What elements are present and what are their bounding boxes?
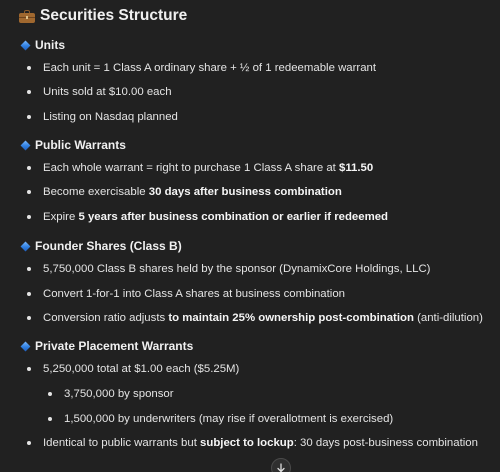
list-item-text: : 30 days post-business combination xyxy=(293,437,478,449)
list-item-bold-text: subject to lockup xyxy=(200,437,294,449)
bullet-icon xyxy=(27,441,31,445)
blue-diamond-icon xyxy=(21,341,31,351)
bullet-icon xyxy=(27,215,31,219)
list-item xyxy=(27,261,430,277)
bullet-icon xyxy=(27,66,31,70)
list-item xyxy=(27,160,373,176)
bullet-icon xyxy=(27,166,31,170)
list-item xyxy=(27,209,388,225)
list-item-text: Units sold at $10.00 each xyxy=(43,86,172,98)
list-item-bold-text: 30 days after business combination xyxy=(148,186,342,198)
section-heading-text: Units xyxy=(35,38,65,52)
section-heading-text: Founder Shares (Class B) xyxy=(35,239,182,253)
bullet-icon xyxy=(27,90,31,94)
scroll-to-bottom-button[interactable] xyxy=(271,458,291,472)
list-item-text: 5,250,000 total at $1.00 each ($5.25M) xyxy=(43,363,240,375)
bullet-icon xyxy=(48,417,52,421)
bullet-icon xyxy=(27,190,31,194)
section-heading-founder-shares xyxy=(21,238,182,254)
list-item-text: Each unit = 1 Class A ordinary share + ½ of 1 redeemable warrant xyxy=(43,62,377,74)
list-item-text: Expire xyxy=(43,211,79,223)
list-item-text: Identical to public warrants but xyxy=(43,437,201,449)
blue-diamond-icon xyxy=(21,241,31,251)
sub-list-item xyxy=(48,386,174,402)
bullet-icon xyxy=(27,115,31,119)
section-heading-text: Public Warrants xyxy=(35,138,126,152)
bullet-icon xyxy=(27,367,31,371)
list-item-bold-text: 5 years after business combination or earlier if redeemed xyxy=(78,211,389,223)
bullet-icon xyxy=(48,392,52,396)
bullet-icon xyxy=(27,292,31,296)
list-item-text: 3,750,000 by sponsor xyxy=(64,388,174,400)
bullet-icon xyxy=(27,267,31,271)
section-heading-text: Private Placement Warrants xyxy=(35,339,194,353)
list-item-bold-text: to maintain 25% ownership post-combination xyxy=(168,312,414,324)
blue-diamond-icon xyxy=(21,140,31,150)
list-item xyxy=(27,310,483,326)
list-item xyxy=(27,286,345,302)
page-title xyxy=(19,5,187,27)
list-item-text: Become exercisable xyxy=(43,186,149,198)
list-item-text: Conversion ratio adjusts xyxy=(43,312,169,324)
briefcase-icon xyxy=(19,10,35,23)
list-item-text: (anti-dilution) xyxy=(413,312,483,324)
list-item-text: 1,500,000 by underwriters (may rise if overallotment is exercised) xyxy=(64,413,394,425)
arrow-down-icon xyxy=(276,463,286,472)
bullet-icon xyxy=(27,316,31,320)
list-item xyxy=(27,361,239,377)
list-item xyxy=(27,60,376,76)
list-item-text: 5,750,000 Class B shares held by the sponsor (DynamixCore Holdings, LLC) xyxy=(43,263,431,275)
section-heading-private-placement-warrants xyxy=(21,338,193,354)
blue-diamond-icon xyxy=(21,40,31,50)
list-item-text: Listing on Nasdaq planned xyxy=(43,111,178,123)
list-item xyxy=(27,184,342,200)
list-item-bold-text: $11.50 xyxy=(339,162,374,174)
sub-list-item xyxy=(48,411,393,427)
section-heading-public-warrants xyxy=(21,137,126,153)
list-item xyxy=(27,84,172,100)
list-item xyxy=(27,109,178,125)
list-item-text: Each whole warrant = right to purchase 1 Class A share at xyxy=(43,162,339,174)
section-heading-units xyxy=(21,37,65,53)
list-item xyxy=(27,435,478,451)
list-item-text: Convert 1-for-1 into Class A shares at business combination xyxy=(43,288,346,300)
page-title-text: Securities Structure xyxy=(40,7,188,24)
